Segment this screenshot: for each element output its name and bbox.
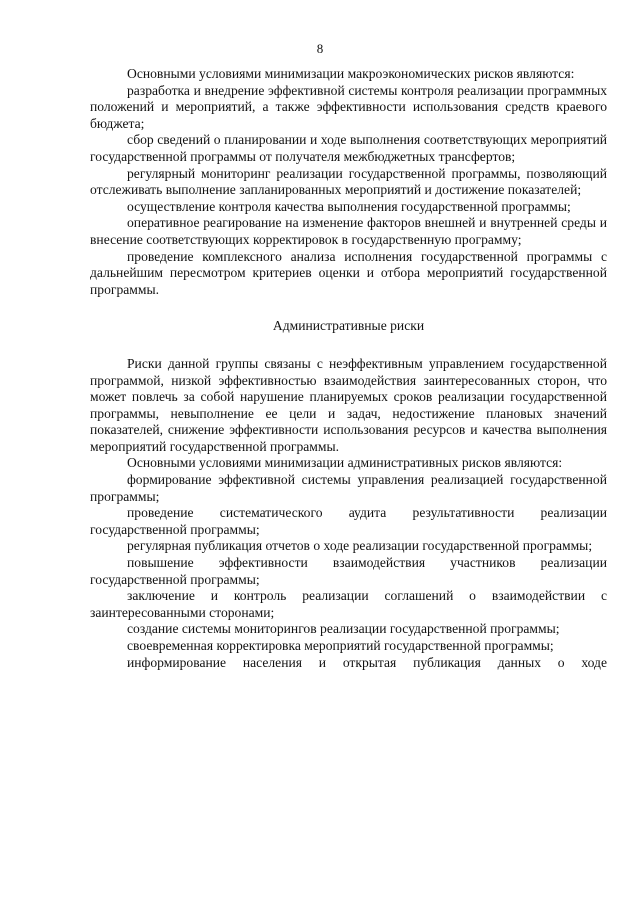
section2-description: Риски данной группы связаны с неэффективным управлением государственной программой, низкой эффективностью взаимодействия заинтересованных сторон, что может повлечь за собой нарушение планируемых сроков реализации государственной программы, невыполнение ее цели и задач, недостижение плановых значений показателей, снижение эффективности использования ресурсов и качества выполнения мероприятий государственной программы. (90, 355, 607, 454)
section1-item: регулярный мониторинг реализации государственной программы, позволяющий отслеживать выполнение запланированных мероприятий и достижение показателей; (90, 165, 607, 198)
section2-item: создание системы мониторингов реализации государственной программы; (127, 621, 560, 637)
section2-item: формирование эффективной системы управления реализацией государственной программы; (90, 472, 607, 504)
page-number: 8 (316, 41, 324, 56)
section1-intro: Основными условиями минимизации макроэкономических рисков являются: (127, 66, 575, 81)
section1-item: разработка и внедрение эффективной системы контроля реализации программных положений и мероприятий, а также эффективности использования средств краевого бюджета; (90, 82, 607, 131)
document-body (90, 66, 607, 671)
section1-item: сбор сведений о планировании и ходе выполнения соответствующих мероприятий государственной программы от получателя межбюджетных трансфертов; (90, 132, 607, 164)
section2-item: проведение систематического аудита результативности реализации государственной программы; (90, 505, 607, 537)
section1-item: оперативное реагирование на изменение факторов внешней и внутренней среды и внесение соответствующих корректировок в государственную программу; (90, 215, 607, 247)
section1-item: осуществление контроля качества выполнения государственной программы; (127, 198, 571, 214)
section2-item: своевременная корректировка мероприятий государственной программы; (127, 638, 554, 653)
section2-intro: Основными условиями минимизации административных рисков являются: (127, 455, 563, 471)
section2-item: регулярная публикация отчетов о ходе реализации государственной программы; (127, 538, 593, 554)
section1-item: проведение комплексного анализа исполнения государственной программы с дальнейшим пересмотром критериев оценки и отбора мероприятий государственной программы. (90, 248, 607, 297)
section2-item: заключение и контроль реализации соглашений о взаимодействии с заинтересованными сторонами; (90, 588, 607, 620)
section2-item: повышение эффективности взаимодействия участников реализации государственной программы; (90, 555, 607, 587)
section-heading: Административные риски (272, 318, 425, 334)
section2-item: информирование населения и открытая публикация данных о ходе (127, 654, 607, 670)
